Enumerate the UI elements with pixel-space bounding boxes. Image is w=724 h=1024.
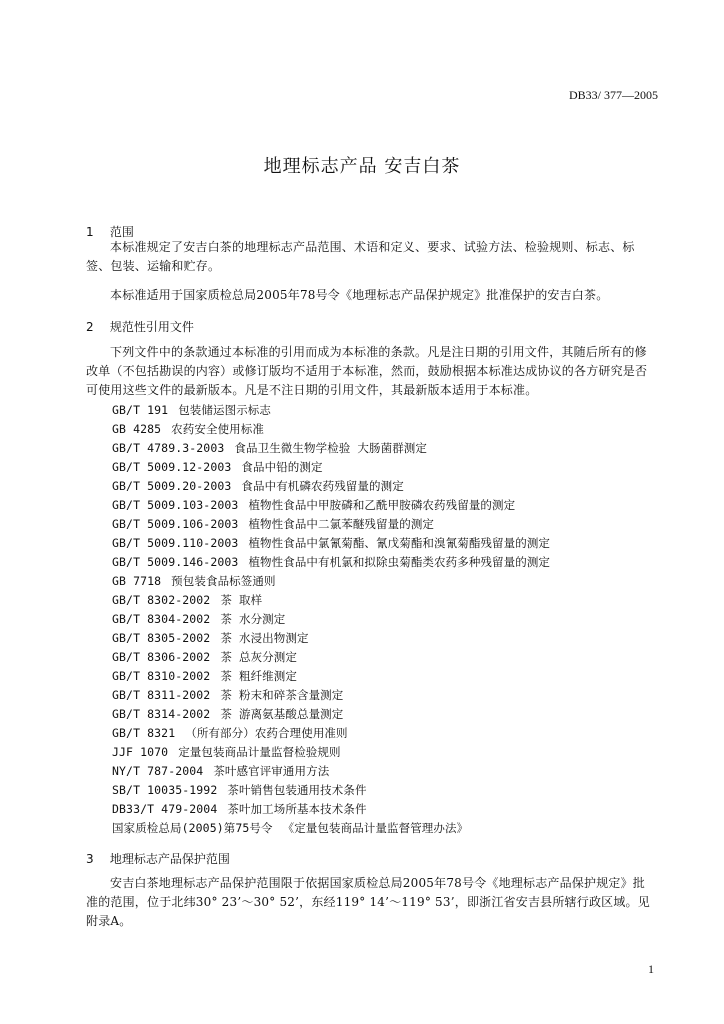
reference-title: 茶叶加工场所基本技术条件 xyxy=(227,802,367,816)
reference-code: DB33/T 479-2004 xyxy=(112,802,218,816)
reference-code: SB/T 10035-1992 xyxy=(112,783,218,797)
references-intro-paragraph: 下列文件中的条款通过本标准的引用而成为本标准的条款。凡是注日期的引用文件，其随后所有的修改单（不包括勘误的内容）或修订版均不适用于本标准，然而，鼓励根据本标准达成协议的各方研究是否可使用这些文件的最新版本。凡是不注日期的引用文件，其最新版本适用于本标准。 xyxy=(86,345,648,397)
reference-code: GB/T 8305-2002 xyxy=(112,631,211,645)
reference-title: 食品中有机磷农药残留量的测定 xyxy=(241,479,404,493)
reference-title: 食品卫生微生物学检验 大肠菌群测定 xyxy=(234,441,428,455)
reference-item xyxy=(112,686,550,705)
reference-item xyxy=(112,629,550,648)
reference-item xyxy=(112,648,550,667)
reference-item xyxy=(112,705,550,724)
reference-code: GB/T 5009.20-2003 xyxy=(112,479,232,493)
reference-item xyxy=(112,667,550,686)
section-number: 3 xyxy=(86,852,94,866)
reference-code: GB 7718 xyxy=(112,574,162,588)
reference-code: GB/T 5009.103-2003 xyxy=(112,498,239,512)
reference-item xyxy=(112,439,550,458)
reference-item xyxy=(112,515,550,534)
reference-title: 包装储运图示标志 xyxy=(178,403,272,417)
reference-title: 茶叶销售包装通用技术条件 xyxy=(227,783,367,797)
reference-code: GB 4285 xyxy=(112,422,162,436)
reference-code: GB/T 8310-2002 xyxy=(112,669,211,683)
section-number: 1 xyxy=(86,225,94,239)
reference-item xyxy=(112,724,550,743)
scope-paragraph-1: 本标准规定了安吉白茶的地理标志产品范围、术语和定义、要求、试验方法、检验规则、标志、标签、包装、运输和贮存。 xyxy=(86,240,635,273)
reference-item xyxy=(112,819,550,838)
reference-code: GB/T 4789.3-2003 xyxy=(112,441,225,455)
reference-item xyxy=(112,800,550,819)
reference-item xyxy=(112,610,550,629)
reference-item xyxy=(112,572,550,591)
reference-code: GB/T 5009.146-2003 xyxy=(112,555,239,569)
reference-item xyxy=(112,420,550,439)
normative-references-list xyxy=(112,401,550,838)
reference-code: GB/T 191 xyxy=(112,403,169,417)
reference-title: 《定量包装商品计量监督管理办法》 xyxy=(282,821,469,835)
reference-item xyxy=(112,477,550,496)
reference-item xyxy=(112,458,550,477)
reference-title: 植物性食品中有机氯和拟除虫菊酯类农药多种残留量的测定 xyxy=(248,555,551,569)
reference-code: GB/T 8314-2002 xyxy=(112,707,211,721)
reference-title: 茶叶感官评审通用方法 xyxy=(213,764,330,778)
reference-title: 茶 游离氨基酸总量测定 xyxy=(220,707,344,721)
reference-item xyxy=(112,591,550,610)
reference-title: 植物性食品中甲胺磷和乙酰甲胺磷农药残留量的测定 xyxy=(248,498,516,512)
section-title: 规范性引用文件 xyxy=(109,320,194,334)
reference-code: GB/T 5009.110-2003 xyxy=(112,536,239,550)
reference-title: 茶 取样 xyxy=(220,593,263,607)
protection-range-paragraph: 安吉白茶地理标志产品保护范围限于依据国家质检总局2005年78号令《地理标志产品保护规定》批准的范围，位于北纬30° 23’～30° 52’，东经119° 14’～119° 53’，即浙江省安吉县所辖行政区域。见附录A。 xyxy=(86,876,650,928)
reference-title: 定量包装商品计量监督检验规则 xyxy=(178,745,341,759)
reference-code: GB/T 8302-2002 xyxy=(112,593,211,607)
section-title: 地理标志产品保护范围 xyxy=(109,852,230,866)
reference-item xyxy=(112,534,550,553)
reference-title: （所有部分）农药合理使用准则 xyxy=(185,726,348,740)
reference-item xyxy=(112,743,550,762)
reference-title: 茶 水浸出物测定 xyxy=(220,631,309,645)
page-number: 1 xyxy=(648,962,654,976)
reference-item xyxy=(112,401,550,420)
reference-title: 茶 粗纤维测定 xyxy=(220,669,297,683)
reference-code: GB/T 5009.12-2003 xyxy=(112,460,232,474)
reference-title: 植物性食品中二氯苯醚残留量的测定 xyxy=(248,517,435,531)
reference-code: GB/T 5009.106-2003 xyxy=(112,517,239,531)
section-2-heading xyxy=(86,318,194,335)
reference-code: NY/T 787-2004 xyxy=(112,764,204,778)
reference-item xyxy=(112,781,550,800)
standard-code: DB33/ 377—2005 xyxy=(568,88,658,102)
section-title: 范围 xyxy=(109,225,134,239)
reference-title: 茶 总灰分测定 xyxy=(220,650,297,664)
reference-code: 国家质检总局(2005)第75号令 xyxy=(112,821,273,835)
reference-item xyxy=(112,496,550,515)
reference-code: GB/T 8306-2002 xyxy=(112,650,211,664)
reference-title: 预包装食品标签通则 xyxy=(171,574,276,588)
reference-title: 茶 粉末和碎茶含量测定 xyxy=(220,688,344,702)
reference-title: 食品中铅的测定 xyxy=(241,460,323,474)
document-title: 地理标志产品 安吉白茶 xyxy=(263,156,461,177)
reference-title: 植物性食品中氯氰菊酯、氰戊菊酯和溴氰菊酯残留量的测定 xyxy=(248,536,551,550)
scope-paragraph-2: 本标准适用于国家质检总局2005年78号令《地理标志产品保护规定》批准保护的安吉白茶。 xyxy=(110,288,609,302)
reference-item xyxy=(112,762,550,781)
reference-title: 茶 水分测定 xyxy=(220,612,286,626)
reference-code: JJF 1070 xyxy=(112,745,169,759)
reference-code: GB/T 8304-2002 xyxy=(112,612,211,626)
reference-title: 农药安全使用标准 xyxy=(171,422,264,436)
reference-code: GB/T 8321 xyxy=(112,726,176,740)
section-3-heading xyxy=(86,850,230,867)
reference-item xyxy=(112,553,550,572)
section-number: 2 xyxy=(86,320,94,334)
reference-code: GB/T 8311-2002 xyxy=(112,688,211,702)
